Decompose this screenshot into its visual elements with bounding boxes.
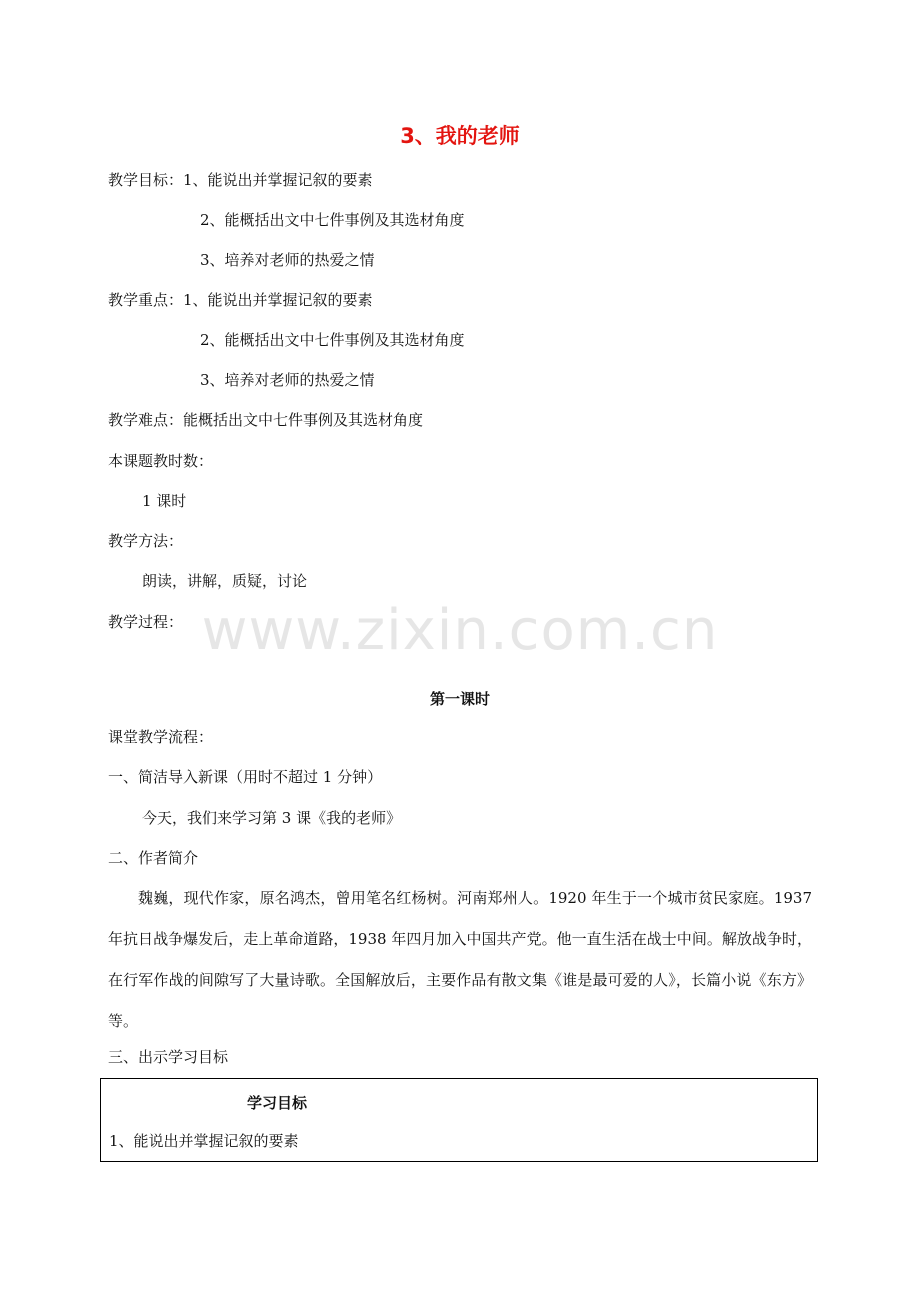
goals-item-2: 2、能概括出文中七件事例及其选材角度 — [200, 211, 465, 229]
flow-label: 课堂教学流程： — [108, 728, 214, 746]
goals-line-1 — [108, 170, 373, 190]
difficulty-line: 教学难点：能概括出文中七件事例及其选材角度 — [108, 411, 424, 429]
learning-goals-box — [100, 1078, 818, 1162]
keypoints-label: 教学重点： — [108, 291, 184, 309]
lesson-title: 第一课时 — [429, 690, 490, 708]
step-1-text: 今天，我们来学习第 3 课《我的老师》 — [142, 809, 402, 827]
method-value: 朗读，讲解，质疑，讨论 — [142, 572, 308, 590]
step-3-heading: 三、出示学习目标 — [108, 1048, 229, 1066]
watermark-text: www.zixin.com.cn — [201, 598, 719, 663]
step-2-heading: 二、作者简介 — [108, 849, 199, 867]
hours-value: 1 课时 — [142, 492, 187, 510]
author-bio-paragraph: 魏巍，现代作家，原名鸿杰，曾用笔名红杨树。河南郑州人。1920 年生于一个城市贫民家庭。1937 年抗日战争爆发后，走上革命道路，1938 年四月加入中国共产党。他一直生活在战士中间。解放战争时，在行军作战的间隙写了大量诗歌。全国解放后，主要作品有散文集《谁是最可爱的人》，长篇小说《东方》等。 — [108, 889, 812, 1030]
goals-item-1: 1、能说出并掌握记叙的要素 — [183, 171, 373, 189]
keypoints-line-1 — [108, 290, 373, 310]
step-1-heading: 一、简洁导入新课（用时不超过 1 分钟） — [108, 768, 383, 786]
goals-label: 教学目标： — [108, 171, 184, 189]
method-label: 教学方法： — [108, 532, 184, 550]
keypoints-item-2: 2、能概括出文中七件事例及其选材角度 — [200, 331, 465, 349]
keypoints-item-1: 1、能说出并掌握记叙的要素 — [183, 291, 373, 309]
goals-item-3: 3、培养对老师的热爱之情 — [200, 251, 375, 269]
page-title: 3、我的老师 — [400, 124, 520, 148]
box-item-1: 1、能说出并掌握记叙的要素 — [109, 1132, 299, 1150]
process-label: 教学过程： — [108, 613, 184, 631]
box-heading: 学习目标 — [247, 1094, 308, 1112]
keypoints-item-3: 3、培养对老师的热爱之情 — [200, 371, 375, 389]
hours-label: 本课题教时数： — [108, 452, 214, 470]
